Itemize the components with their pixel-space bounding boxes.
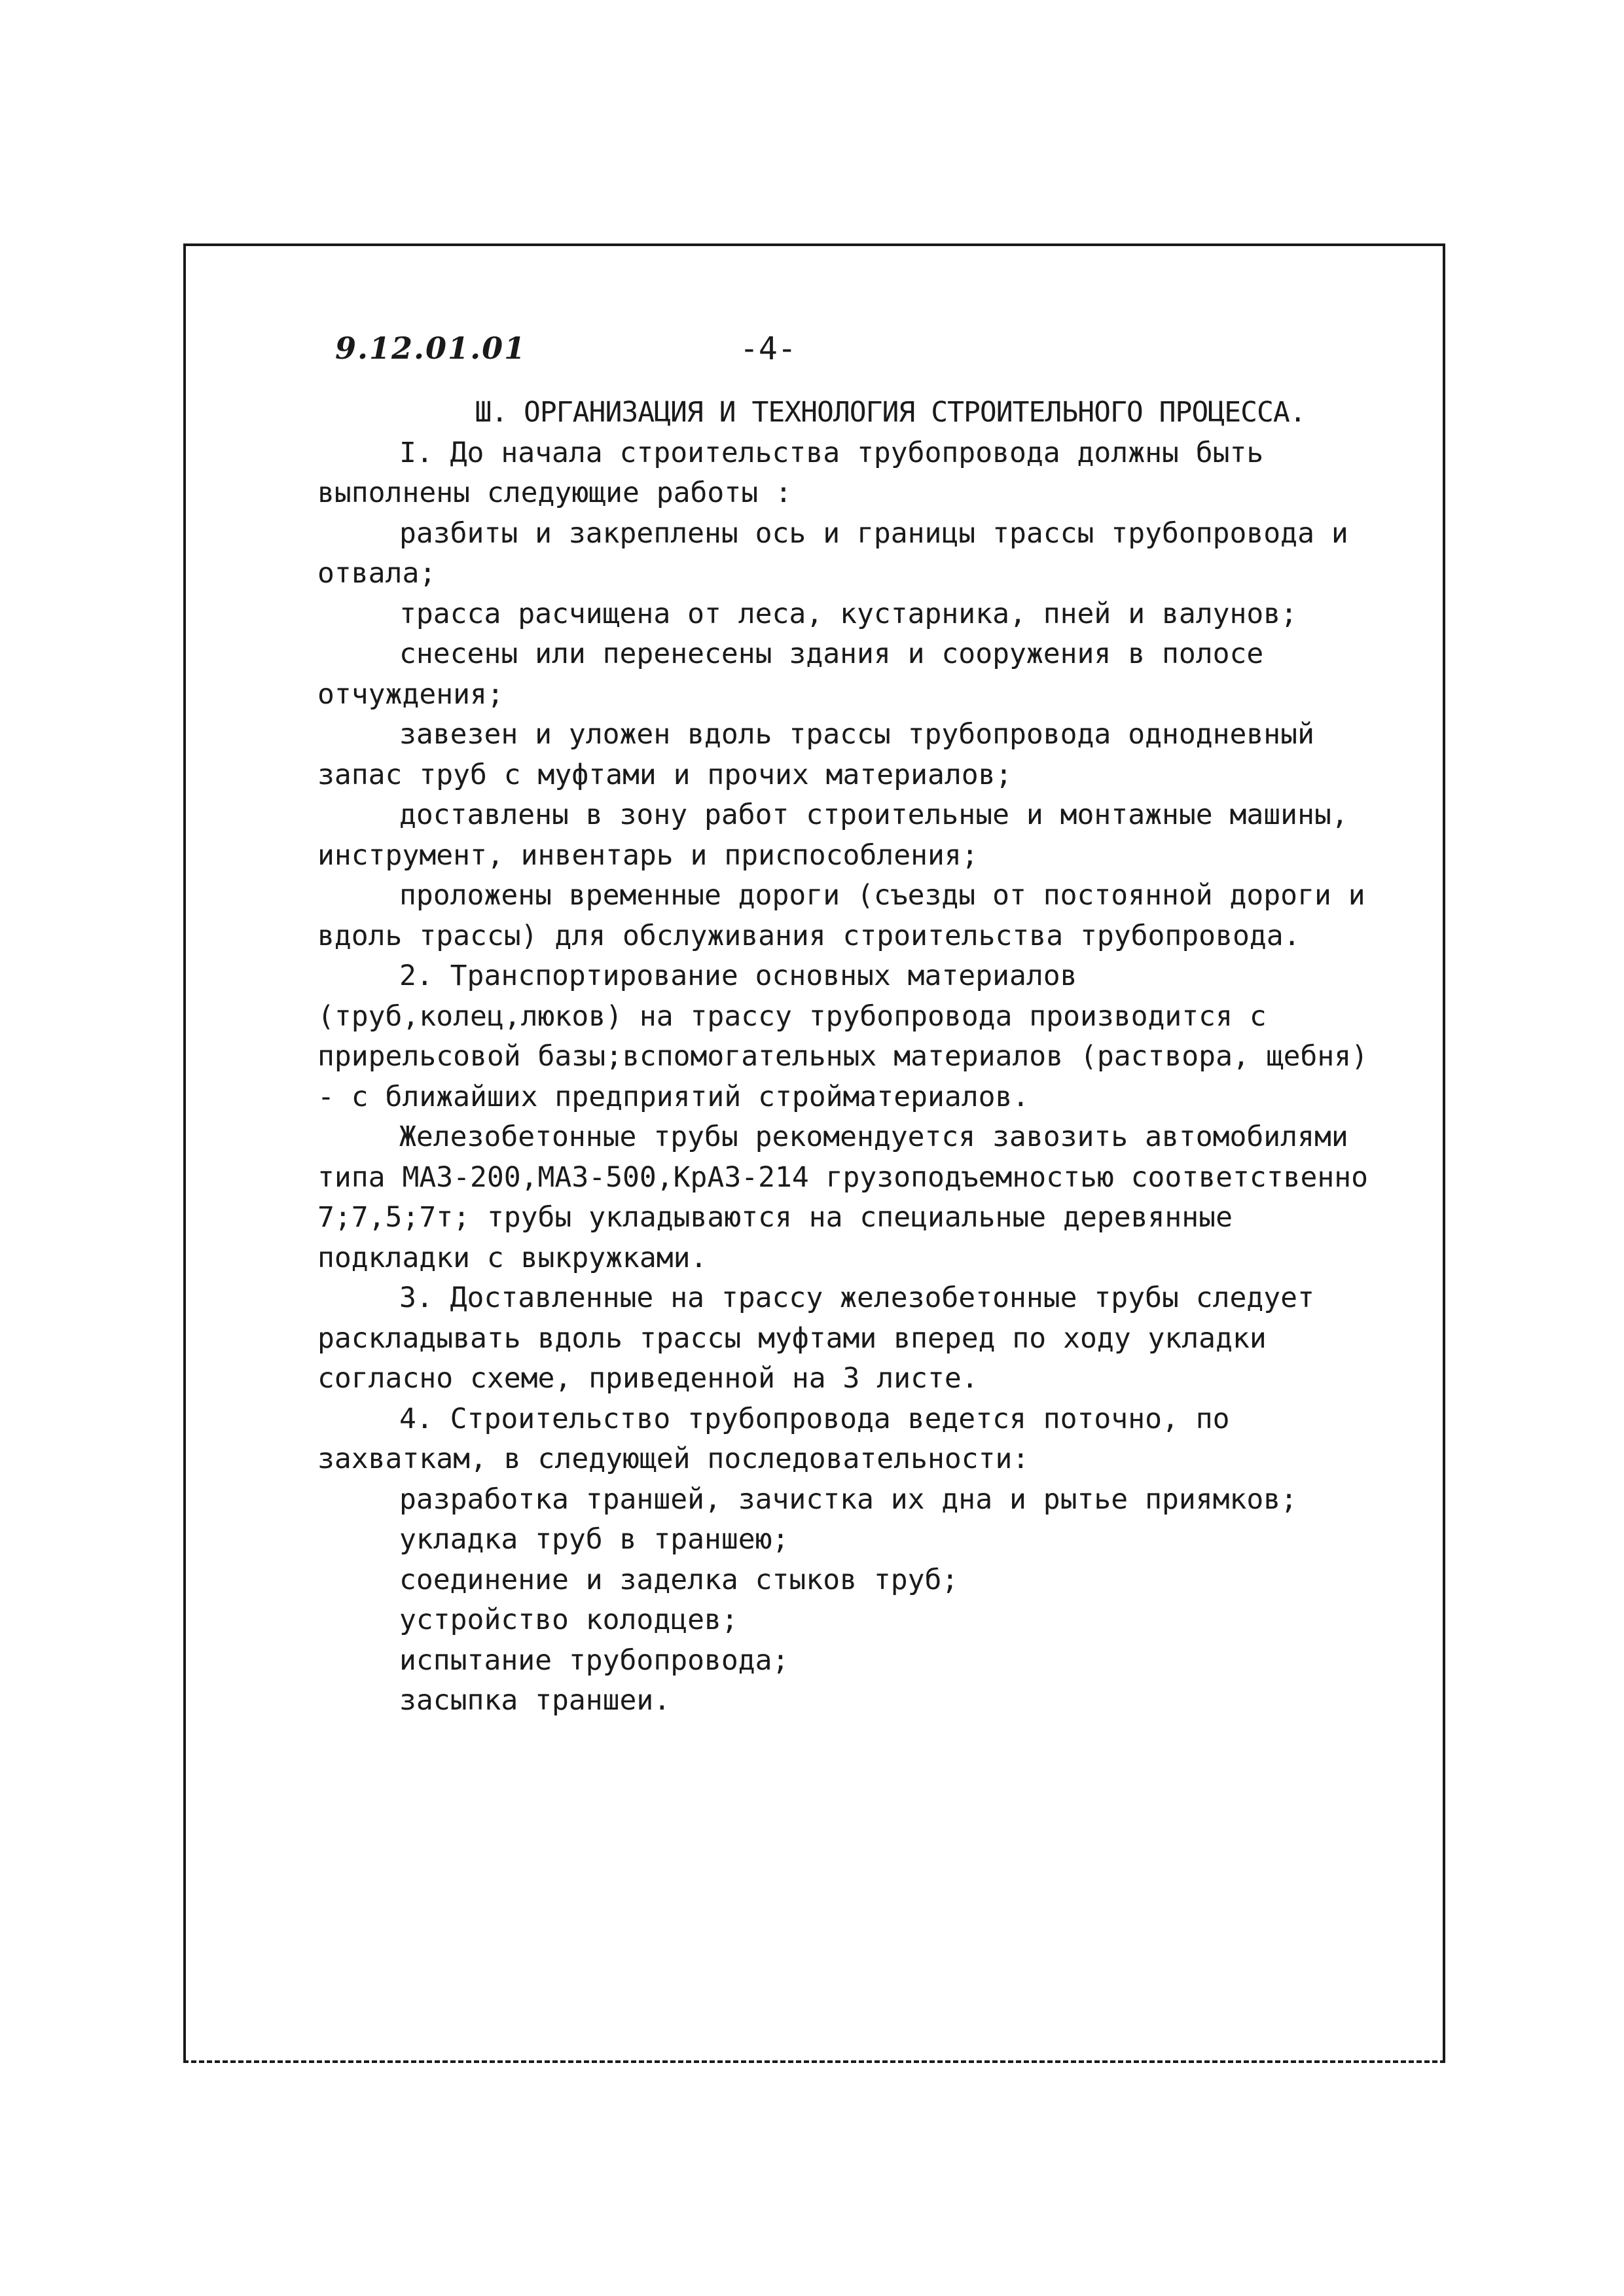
item-1-task: проложены временные дороги (съезды от постоянной дороги и вдоль трассы) для обслуживания строительства трубопровода. bbox=[317, 879, 1365, 952]
item-4-step: соединение и заделка стыков труб; bbox=[399, 1563, 959, 1596]
item-1-task: доставлены в зону работ строительные и монтажные машины, инструмент, инвентарь и приспособления; bbox=[317, 798, 1348, 872]
item-1-task: трасса расчищена от леса, кустарника, пней и валунов; bbox=[399, 597, 1298, 630]
item-1-intro: I. До начала строительства трубопровода должны быть выполнены следующие работы : bbox=[317, 436, 1264, 509]
item-1-task: снесены или перенесены здания и сооружения в полосе отчуждения; bbox=[317, 637, 1264, 711]
item-1-task: завезен и уложен вдоль трассы трубопровода однодневный запас труб с муфтами и прочих материалов; bbox=[317, 718, 1314, 791]
item-1-task: разбиты и закреплены ось и границы трассы трубопровода и отвала; bbox=[317, 516, 1348, 590]
section-title: Ш. ОРГАНИЗАЦИЯ И ТЕХНОЛОГИЯ СТРОИТЕЛЬНОГО ПРОЦЕССА. bbox=[475, 396, 1306, 429]
document-code: 9.12.01.01 bbox=[335, 331, 527, 366]
item-4-step: разработка траншей, зачистка их дна и рытье приямков; bbox=[399, 1482, 1298, 1516]
item-4-step: устройство колодцев; bbox=[399, 1604, 738, 1636]
item-4-intro: 4. Строительство трубопровода ведется поточно, по захваткам, в следующей последовательности: bbox=[317, 1402, 1230, 1475]
item-4-step: засыпка траншеи. bbox=[399, 1684, 671, 1717]
item-2-text: 2. Транспортирование основных материалов (труб,колец,люков) на трассу трубопровода производится с прирельсовой базы;вспомогательных материалов (раствора, щебня) - с ближайших предприятий стройматериалов. bbox=[317, 960, 1369, 1113]
item-4-step: укладка труб в траншею; bbox=[399, 1523, 789, 1556]
document-body bbox=[317, 393, 1398, 1721]
item-4-step: испытание трубопровода; bbox=[399, 1643, 789, 1677]
page-number: -4- bbox=[740, 331, 797, 367]
item-3-text: 3. Доставленные на трассу железобетонные трубы следует раскладывать вдоль трассы муфтами вперед по ходу укладки согласно схеме, приведенной на 3 листе. bbox=[317, 1282, 1314, 1395]
item-2-trucks: Железобетонные трубы рекомендуется завозить автомобилями типа МАЗ-200,МАЗ-500,КрАЗ-214 грузоподъемностью соответственно 7;7,5;7т; трубы укладываются на специальные деревянные подкладки с выкружками. bbox=[317, 1121, 1369, 1274]
